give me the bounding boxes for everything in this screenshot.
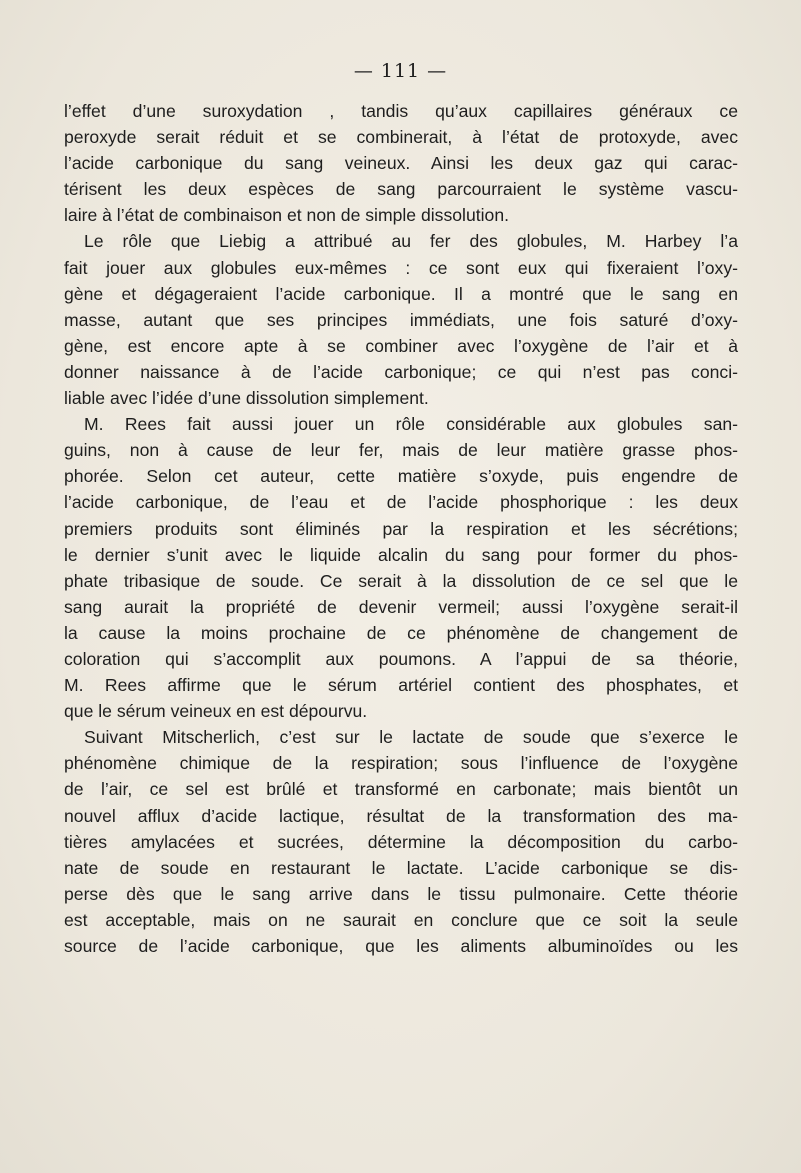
text-line: donner naissance à de l’acide carbonique; ce qui n’est pas conci- xyxy=(64,361,738,382)
text-line: liable avec l’idée d’une dissolution simplement. xyxy=(64,388,429,409)
text-line: coloration qui s’accomplit aux poumons. A l’appui de sa théorie, xyxy=(64,648,738,669)
text-line: l’acide carbonique, de l’eau et de l’acide phosphorique : les deux xyxy=(64,492,738,513)
text-line: laire à l’état de combinaison et non de simple dissolution. xyxy=(64,205,509,226)
text-line: le dernier s’unit avec le liquide alcalin du sang pour former du phos- xyxy=(64,544,738,565)
text-line: tières amylacées et sucrées, détermine la décomposition du carbo- xyxy=(64,831,738,852)
text-line: premiers produits sont éliminés par la respiration et les sécrétions; xyxy=(64,518,738,539)
text-line: fait jouer aux globules eux-mêmes : ce sont eux qui fixeraient l’oxy- xyxy=(64,257,738,278)
text-line: de l’air, ce sel est brûlé et transformé en carbonate; mais bientôt un xyxy=(64,779,738,800)
text-line: phénomène chimique de la respiration; sous l’influence de l’oxygène xyxy=(64,753,738,774)
text-line: que le sérum veineux en est dépourvu. xyxy=(64,701,368,722)
text-line: guins, non à cause de leur fer, mais de leur matière grasse phos- xyxy=(64,440,738,461)
text-line: Suivant Mitscherlich, c’est sur le lactate de soude que s’exerce le xyxy=(84,727,738,748)
text-line: phate tribasique de soude. Ce serait à la dissolution de ce sel que le xyxy=(64,570,738,591)
text-line: M. Rees affirme que le sérum artériel contient des phosphates, et xyxy=(64,675,738,696)
text-line: perse dès que le sang arrive dans le tissu pulmonaire. Cette théorie xyxy=(64,883,738,904)
text-line: térisent les deux espèces de sang parcourraient le système vascu- xyxy=(64,179,738,200)
text-line: l’effet d’une suroxydation , tandis qu’aux capillaires généraux ce xyxy=(64,101,738,121)
text-line: l’acide carbonique du sang veineux. Ainsi les deux gaz qui carac- xyxy=(64,153,738,174)
body-text xyxy=(64,98,738,959)
text-line: masse, autant que ses principes immédiats, une fois saturé d’oxy- xyxy=(64,309,738,330)
text-line: gène, est encore apte à se combiner avec l’oxygène de l’air et à xyxy=(64,335,738,356)
text-line: source de l’acide carbonique, que les aliments albuminoïdes ou les xyxy=(64,936,738,956)
text-line: Le rôle que Liebig a attribué au fer des globules, M. Harbey l’a xyxy=(84,231,738,252)
text-line: nouvel afflux d’acide lactique, résultat de la transformation des ma- xyxy=(64,805,738,826)
text-line: la cause la moins prochaine de ce phénomène de changement de xyxy=(64,622,738,643)
text-line: phorée. Selon cet auteur, cette matière s’oxyde, puis engendre de xyxy=(64,466,738,487)
text-line: gène et dégageraient l’acide carbonique. Il a montré que le sang en xyxy=(64,283,738,304)
page-number: — 111 — xyxy=(353,60,448,82)
text-line: peroxyde serait réduit et se combinerait, à l’état de protoxyde, avec xyxy=(64,127,738,148)
text-line: M. Rees fait aussi jouer un rôle considérable aux globules san- xyxy=(84,414,738,435)
text-line: est acceptable, mais on ne saurait en conclure que ce soit la seule xyxy=(64,909,738,930)
text-line: sang aurait la propriété de devenir vermeil; aussi l’oxygène serait-il xyxy=(64,596,738,617)
text-line: nate de soude en restaurant le lactate. L’acide carbonique se dis- xyxy=(64,857,738,878)
